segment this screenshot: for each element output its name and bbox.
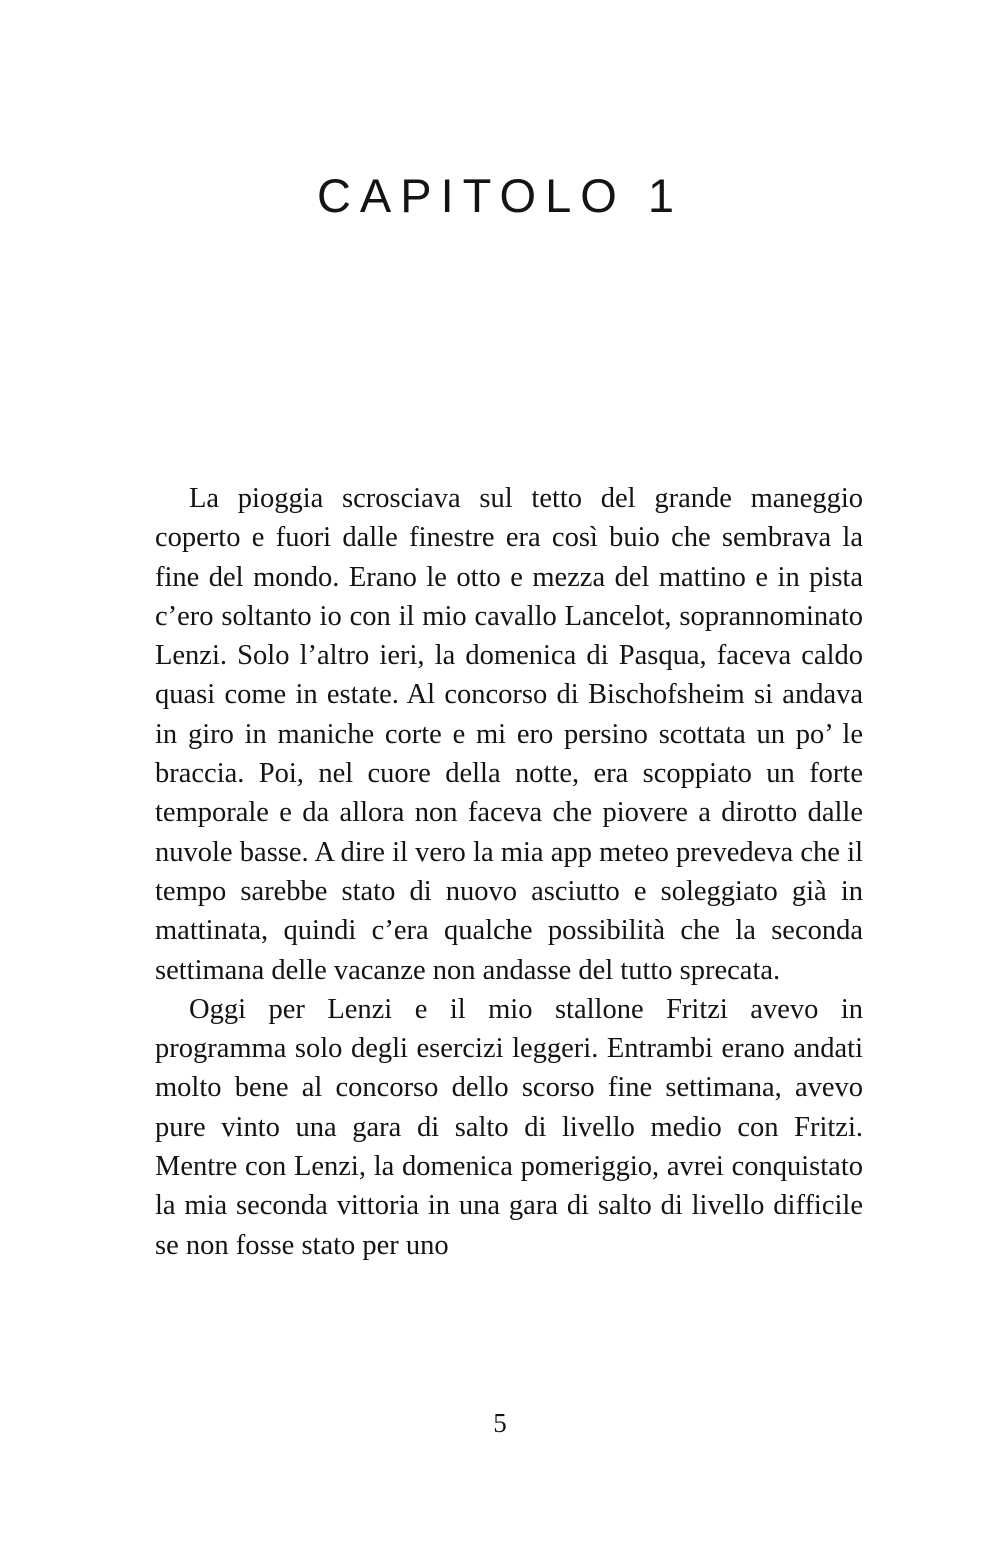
body-text [155, 479, 863, 1265]
paragraph-1: La pioggia scrosciava sul tetto del grande maneggio coperto e fuori dalle finestre era così buio che sembrava la fine del mondo. Erano le otto e mezza del mattino e in pista c’ero soltanto io con il mio cavallo Lancelot, soprannominato Lenzi. Solo l’altro ieri, la domenica di Pasqua, faceva caldo quasi come in estate. Al concorso di Bischofsheim si andava in giro in maniche corte e mi ero persino scottata un po’ le braccia. Poi, nel cuore della notte, era scoppiato un forte temporale e da allora non faceva che piovere a dirotto dalle nuvole basse. A dire il vero la mia app meteo prevedeva che il tempo sarebbe stato di nuovo asciutto e soleggiato già in mattinata, quindi c’era qualche possibilità che la seconda settimana delle vacanze non andasse del tutto sprecata. [155, 483, 863, 986]
page-number: 5 [493, 1408, 507, 1438]
chapter-title: CAPITOLO 1 [316, 169, 683, 222]
paragraph-2: Oggi per Lenzi e il mio stallone Fritzi avevo in programma solo degli esercizi leggeri. Entrambi erano andati molto bene al concorso dello scorso fine settimana, avevo pure vinto una gara di salto di livello medio con Fritzi. Mentre con Lenzi, la domenica pomeriggio, avrei conquistato la mia seconda vittoria in una gara di salto di livello difficile se non fosse stato per uno [155, 993, 863, 1261]
